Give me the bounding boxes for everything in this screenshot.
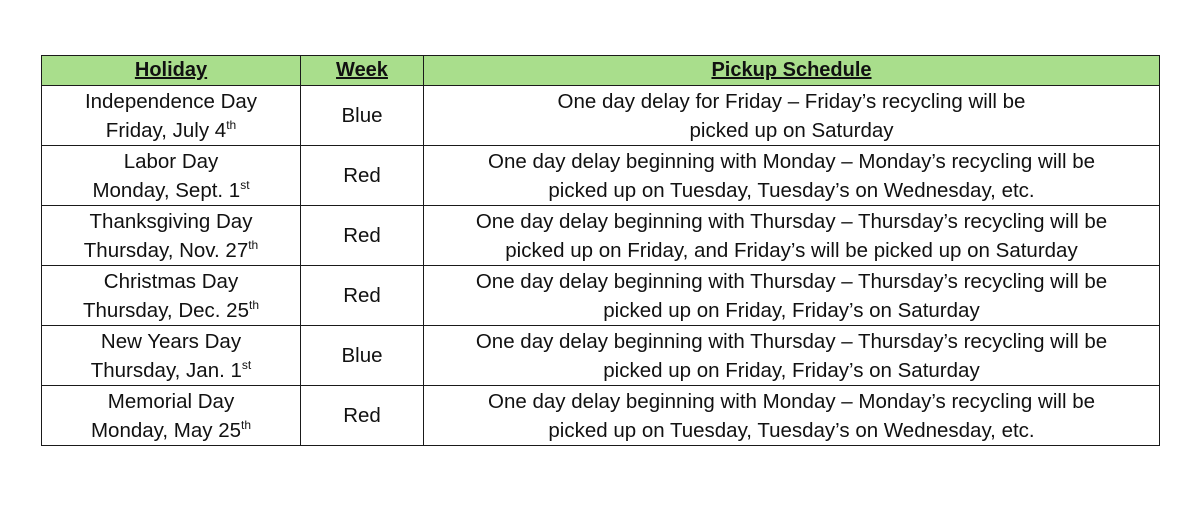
holiday-date-line bbox=[42, 236, 300, 265]
week-cell: Red bbox=[301, 266, 424, 326]
schedule-cell bbox=[424, 386, 1160, 446]
holiday-date-suffix: th bbox=[248, 237, 259, 252]
week-cell: Red bbox=[301, 386, 424, 446]
holiday-name: Memorial Day bbox=[107, 389, 235, 413]
schedule-line-2: picked up on Friday, and Friday’s will be picked up on Saturday bbox=[505, 238, 1078, 262]
schedule-cell bbox=[424, 206, 1160, 266]
table-row bbox=[42, 146, 1160, 206]
holiday-name: Independence Day bbox=[84, 89, 258, 113]
holiday-cell bbox=[42, 266, 301, 326]
table-row bbox=[42, 206, 1160, 266]
holiday-cell bbox=[42, 326, 301, 386]
table-row bbox=[42, 86, 1160, 146]
schedule-line-1: One day delay beginning with Monday – Monday’s recycling will be bbox=[488, 149, 1095, 173]
week-cell: Red bbox=[301, 146, 424, 206]
holiday-column-header: Holiday bbox=[42, 56, 301, 86]
holiday-name: Thanksgiving Day bbox=[89, 209, 253, 233]
holiday-date: Monday, Sept. 1 bbox=[92, 178, 241, 202]
holiday-date: Monday, May 25 bbox=[90, 418, 241, 442]
holiday-cell bbox=[42, 146, 301, 206]
holiday-date-suffix: st bbox=[240, 177, 250, 192]
holiday-date-line bbox=[42, 296, 300, 325]
table-row bbox=[42, 386, 1160, 446]
holiday-date-suffix: st bbox=[241, 357, 252, 372]
holiday-schedule-table bbox=[41, 55, 1160, 446]
table-row bbox=[42, 326, 1160, 386]
holiday-date: Thursday, Jan. 1 bbox=[90, 358, 242, 382]
week-cell: Red bbox=[301, 206, 424, 266]
holiday-name: Christmas Day bbox=[103, 269, 239, 293]
schedule-line-2: picked up on Tuesday, Tuesday’s on Wednesday, etc. bbox=[548, 178, 1035, 202]
schedule-cell bbox=[424, 326, 1160, 386]
schedule-line-1: One day delay beginning with Thursday – Thursday’s recycling will be bbox=[475, 209, 1108, 233]
holiday-date-line bbox=[42, 176, 300, 205]
table-row bbox=[42, 266, 1160, 326]
holiday-cell bbox=[42, 206, 301, 266]
schedule-cell bbox=[424, 146, 1160, 206]
table-header-row bbox=[42, 56, 1160, 86]
schedule-line-2: picked up on Friday, Friday’s on Saturday bbox=[603, 298, 980, 322]
holiday-cell bbox=[42, 386, 301, 446]
holiday-cell bbox=[42, 86, 301, 146]
schedule-line-2: picked up on Friday, Friday’s on Saturday bbox=[603, 358, 980, 382]
holiday-date: Friday, July 4 bbox=[105, 118, 227, 142]
schedule-cell bbox=[424, 86, 1160, 146]
schedule-line-2: picked up on Tuesday, Tuesday’s on Wednesday, etc. bbox=[548, 418, 1035, 442]
holiday-date-line bbox=[42, 356, 300, 385]
holiday-date-suffix: th bbox=[248, 297, 259, 312]
holiday-date-line bbox=[42, 416, 300, 445]
schedule-line-1: One day delay beginning with Thursday – Thursday’s recycling will be bbox=[475, 329, 1108, 353]
schedule-line-1: One day delay beginning with Monday – Monday’s recycling will be bbox=[488, 389, 1095, 413]
schedule-cell bbox=[424, 266, 1160, 326]
holiday-date: Thursday, Dec. 25 bbox=[83, 298, 249, 322]
pickup-schedule-column-header: Pickup Schedule bbox=[424, 56, 1160, 86]
holiday-date: Thursday, Nov. 27 bbox=[83, 238, 249, 262]
holiday-name: New Years Day bbox=[100, 329, 242, 353]
holiday-date-suffix: th bbox=[226, 117, 237, 132]
holiday-date-line bbox=[42, 116, 300, 145]
schedule-line-2: picked up on Saturday bbox=[689, 118, 894, 142]
week-cell: Blue bbox=[301, 326, 424, 386]
week-cell: Blue bbox=[301, 86, 424, 146]
holiday-date-suffix: th bbox=[241, 417, 252, 432]
week-column-header: Week bbox=[301, 56, 424, 86]
holiday-name: Labor Day bbox=[123, 149, 219, 173]
holiday-schedule-table-wrap bbox=[41, 55, 1160, 446]
schedule-line-1: One day delay beginning with Thursday – Thursday’s recycling will be bbox=[475, 269, 1108, 293]
schedule-line-1: One day delay for Friday – Friday’s recycling will be bbox=[557, 89, 1026, 113]
